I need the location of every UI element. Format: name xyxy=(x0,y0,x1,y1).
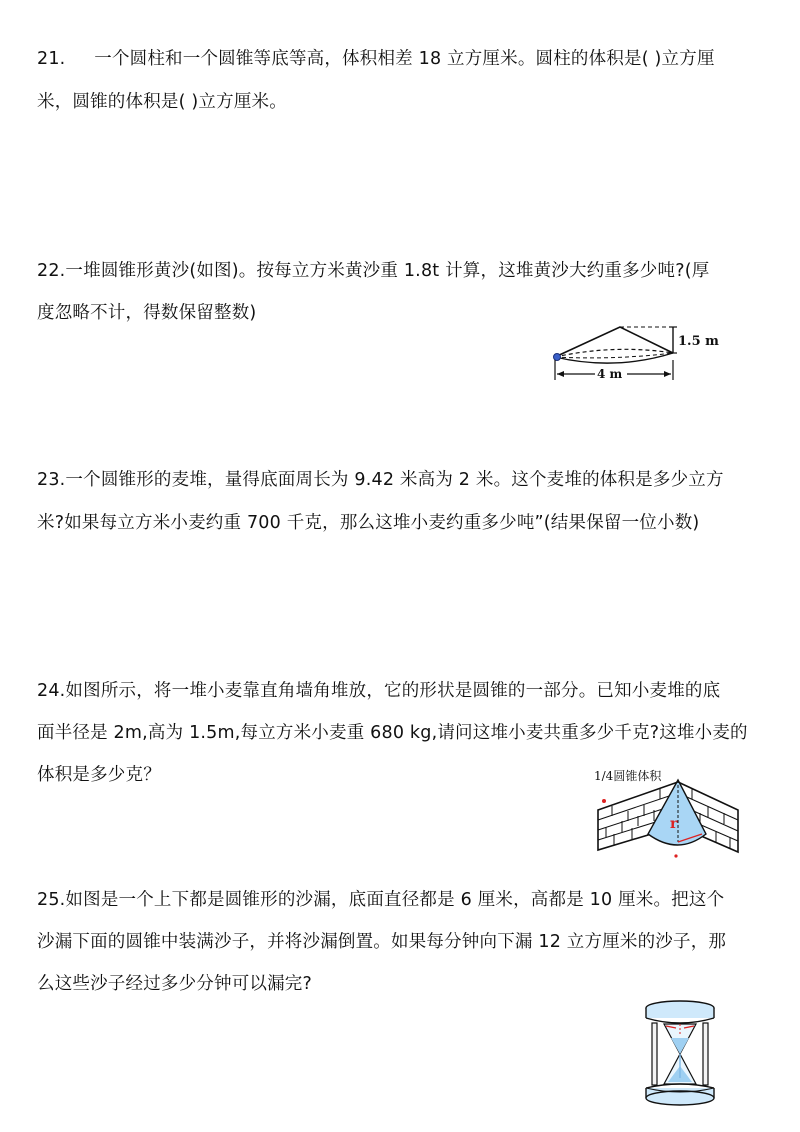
problem-25-line-1: 25.如图是一个上下都是圆锥形的沙漏，底面直径都是 6 厘米，高都是 10 厘米。把这个 xyxy=(37,890,725,910)
corner-figure-caption: 1/4圆锥体积 xyxy=(594,769,662,783)
problem-23-line-2: 米?如果每立方米小麦约重 700 千克，那么这堆小麦约重多少吨”(结果保留一位小数) xyxy=(37,513,700,533)
base-label: 4 m xyxy=(597,367,623,381)
problem-25-line-2: 沙漏下面的圆锥中装满沙子，并将沙漏倒置。如果每分钟向下漏 12 立方厘米的沙子，那 xyxy=(37,932,727,952)
svg-text:r: r xyxy=(670,816,678,832)
problem-22-line-2: 度忽略不计，得数保留整数) xyxy=(37,303,257,323)
problem-24-line-3: 体积是多少克？ xyxy=(37,765,161,785)
problem-24-line-2: 面半径是 2m,高为 1.5m,每立方米小麦重 680 kg,请问这堆小麦共重多少千克?这堆小麦的 xyxy=(37,723,748,743)
problem-21-line-2: 米，圆锥的体积是( )立方厘米。 xyxy=(37,92,287,112)
problem-22-line-1: 22.一堆圆锥形黄沙(如图)。按每立方米黄沙重 1.8t 计算，这堆黄沙大约重多少吨?(厚 xyxy=(37,261,710,281)
problem-23-line-1: 23.一个圆锥形的麦堆，量得底面周长为 9.42 米高为 2 米。这个麦堆的体积是多少立方 xyxy=(37,470,724,490)
wheat-corner-diagram xyxy=(592,768,742,860)
sand-cone-diagram xyxy=(545,322,725,384)
problem-25-line-3: 么这些沙子经过多少分钟可以漏完? xyxy=(37,974,312,994)
problem-21-line-1: 21. 一个圆柱和一个圆锥等底等高，体积相差 18 立方厘米。圆柱的体积是( )立方厘 xyxy=(37,49,715,69)
hourglass-diagram xyxy=(640,996,720,1108)
height-label: 1.5 m xyxy=(678,334,719,349)
problem-24-line-1: 24.如图所示，将一堆小麦靠直角墙角堆放，它的形状是圆锥的一部分。已知小麦堆的底 xyxy=(37,681,721,701)
